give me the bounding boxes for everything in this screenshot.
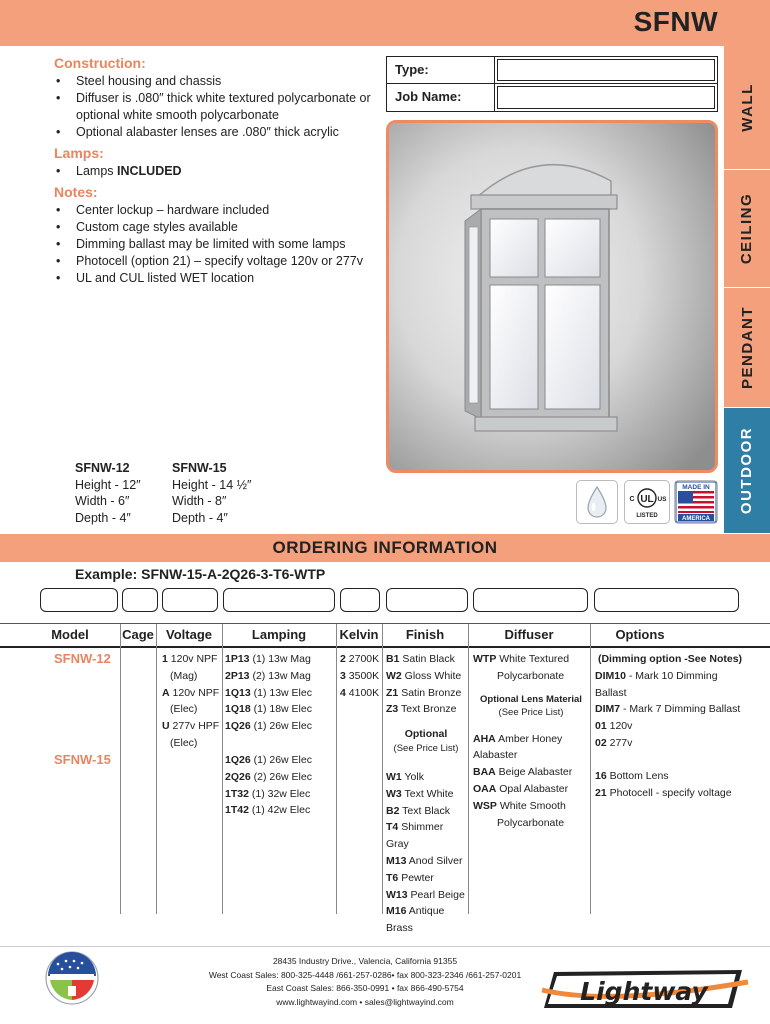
- finish-code: B2: [386, 804, 400, 817]
- column-divider: [336, 624, 337, 914]
- tab-outdoor-label: OUTDOOR: [738, 426, 756, 515]
- table-header-rule: [0, 646, 770, 648]
- list-item: [595, 735, 745, 752]
- notes-list: [54, 202, 384, 287]
- lamping-code: 1Q26: [225, 720, 251, 733]
- voltage-code: 1: [162, 653, 168, 665]
- list-item: [340, 651, 379, 668]
- footer-contact: [130, 955, 600, 1009]
- footer-east-coast: East Coast Sales: 866-350-0991 • fax 866-490-5754: [266, 983, 464, 993]
- column-header-lamping: Lamping: [251, 627, 307, 642]
- wall-fixture-illustration: [389, 123, 715, 470]
- column-header-kelvin: Kelvin: [339, 627, 379, 642]
- list-item: [386, 668, 466, 685]
- finish-optional-note: (See Price List): [393, 742, 459, 754]
- construction-heading: Construction:: [54, 55, 146, 71]
- list-item: [225, 786, 312, 803]
- lamping-code: 1Q18: [225, 703, 251, 716]
- order-code-box-finish[interactable]: [386, 588, 468, 612]
- order-code-box-diffuser[interactable]: [473, 588, 588, 612]
- dimensions-sfnw-12: [75, 460, 141, 526]
- lightway-logo: [540, 966, 750, 1012]
- list-item: [386, 701, 466, 718]
- svg-text:UL: UL: [640, 494, 654, 505]
- lamping-list-12: [225, 651, 312, 735]
- notes-heading: Notes:: [54, 184, 98, 200]
- finish-desc: Satin Bronze: [401, 686, 462, 699]
- lamping-code: 1Q26: [225, 754, 251, 766]
- diffuser-desc: Opal Alabaster: [499, 782, 569, 795]
- list-item: [595, 785, 745, 802]
- list-item: • Dimming ballast may be limited with some lamps: [54, 236, 384, 253]
- lamping-desc: (1) 13w Mag: [252, 653, 311, 665]
- finish-desc: Pewter: [401, 871, 434, 884]
- option-desc: - Mark 10 Dimming Ballast: [595, 669, 718, 699]
- list-item: • Diffuser is .080″ thick white textured polycarbonate or optional white smooth polycarbonate: [54, 90, 384, 124]
- option-code: 02: [595, 736, 607, 749]
- diffuser-code: BAA: [473, 766, 496, 779]
- list-item: • Steel housing and chassis: [54, 73, 384, 90]
- option-code: 16: [595, 769, 607, 782]
- list-item: • UL and CUL listed WET location: [54, 270, 384, 287]
- kelvin-desc: 4100K: [348, 686, 380, 699]
- tab-ceiling-label: CEILING: [738, 192, 756, 265]
- model-code: SFNW-12: [54, 651, 111, 666]
- option-code: 21: [595, 786, 607, 799]
- list-item: [225, 802, 312, 819]
- list-item: [225, 651, 312, 668]
- product-photo: [386, 120, 718, 473]
- list-item: • Photocell (option 21) – specify voltage 120v or 277v: [54, 253, 384, 270]
- column-divider: [222, 624, 223, 914]
- order-code-box-options[interactable]: [594, 588, 739, 612]
- voltage-list: [162, 651, 219, 752]
- voltage-desc: 120v NPF: [170, 653, 218, 665]
- ordering-heading: ORDERING INFORMATION: [0, 534, 770, 562]
- job-name-label: Job Name:: [387, 84, 495, 111]
- finish-code: W1: [386, 770, 402, 783]
- list-item: [386, 803, 466, 820]
- finish-code: Z3: [386, 703, 399, 716]
- list-item: [473, 798, 589, 815]
- made-in-america-badge: [674, 480, 718, 524]
- lamping-desc: (1) 32w Elec: [251, 787, 311, 800]
- brand-logo: [540, 966, 750, 1012]
- lamping-desc: (1) 26w Elec: [253, 720, 312, 733]
- footer-west-coast: West Coast Sales: 800-325-4448 /661-257-0286• fax 800-323-2346 /661-257-0201: [208, 969, 522, 980]
- union-seal-icon: [44, 950, 100, 1006]
- lamping-code: 2P13: [225, 669, 250, 682]
- finish-code: W13: [386, 888, 408, 901]
- column-divider: [468, 624, 469, 914]
- lamping-code: 1T32: [225, 787, 249, 800]
- dimension-width: Width - 8″: [172, 494, 227, 508]
- voltage-desc: (Elec): [170, 736, 198, 749]
- list-item: [386, 769, 466, 786]
- voltage-desc: 277v HPF: [172, 720, 220, 733]
- category-tabs: [724, 46, 770, 534]
- finish-optional-title: Optional: [404, 728, 448, 741]
- list-item: [473, 731, 589, 765]
- voltage-desc: 120v NPF: [172, 686, 220, 699]
- list-item: [595, 701, 745, 718]
- list-item: [162, 685, 219, 702]
- list-item: [386, 786, 466, 803]
- tab-wall-label: WALL: [738, 83, 756, 132]
- wet-location-badge: [576, 480, 618, 524]
- list-item: [162, 735, 219, 752]
- diffuser-optional-note: (See Price List): [498, 706, 564, 718]
- diffuser-code: AHA: [473, 732, 496, 745]
- kelvin-code: 3: [340, 669, 346, 682]
- column-header-finish: Finish: [405, 627, 445, 642]
- column-divider: [590, 624, 591, 914]
- ordering-example: Example: SFNW-15-A-2Q26-3-T6-WTP: [75, 566, 326, 582]
- finish-code: B1: [386, 653, 400, 665]
- finish-code: W2: [386, 669, 402, 682]
- footer-rule: [0, 946, 770, 947]
- voltage-desc: (Mag): [170, 669, 198, 682]
- column-header-cage: Cage: [122, 627, 154, 642]
- diffuser-list: [473, 651, 589, 831]
- options-title: (Dimming option -See Notes): [597, 653, 743, 665]
- column-divider: [156, 624, 157, 914]
- diffuser-desc: White Smooth: [499, 799, 566, 812]
- voltage-desc: (Elec): [170, 703, 198, 716]
- ul-us-label: US: [657, 496, 667, 503]
- finish-desc: Antique Brass: [386, 905, 445, 935]
- type-field[interactable]: [497, 59, 715, 81]
- lamps-value: INCLUDED: [117, 164, 182, 178]
- ul-c-label: C: [629, 496, 635, 503]
- voltage-code: U: [162, 720, 170, 733]
- us-flag-icon: [675, 481, 717, 523]
- list-item: [473, 781, 589, 798]
- kelvin-desc: 3500K: [348, 669, 380, 682]
- lamping-list-15: [225, 752, 312, 819]
- order-code-box-lamping[interactable]: [223, 588, 335, 612]
- list-item: [340, 668, 379, 685]
- finish-code: M13: [386, 854, 407, 867]
- dimension-model: SFNW-15: [172, 461, 227, 475]
- finish-desc: Text Bronze: [401, 703, 457, 716]
- model-code: SFNW-15: [54, 752, 111, 767]
- type-row: [387, 57, 717, 84]
- finish-desc: Gloss White: [404, 669, 462, 682]
- list-item: [386, 651, 466, 668]
- list-item: [225, 769, 312, 786]
- column-divider: [382, 624, 383, 914]
- diffuser-desc: Beige Alabaster: [498, 766, 573, 779]
- list-item: [225, 668, 312, 685]
- dimension-model: SFNW-12: [75, 461, 130, 475]
- america-label: AMERICA: [682, 516, 710, 522]
- list-item: [225, 718, 312, 735]
- lamping-desc: (1) 13w Elec: [253, 686, 312, 699]
- lamping-code: 1P13: [225, 653, 250, 665]
- finish-desc: Anod Silver: [408, 854, 463, 867]
- job-info-table: [386, 56, 718, 112]
- footer-address: 28435 Industry Drive., Valencia, California 91355: [272, 956, 458, 966]
- diffuser-desc-cont: Polycarbonate: [497, 669, 565, 682]
- list-item: [162, 668, 219, 685]
- lamping-desc: (2) 26w Elec: [253, 770, 312, 783]
- lamping-code: 2Q26: [225, 770, 251, 783]
- dimension-height: Height - 12″: [75, 477, 141, 492]
- list-item: [386, 685, 466, 702]
- finish-code: T6: [386, 871, 399, 884]
- diffuser-desc-cont: Polycarbonate: [497, 816, 565, 829]
- ul-listed-badge: [624, 480, 670, 524]
- option-code: 01: [595, 720, 607, 733]
- finish-list: [386, 651, 466, 937]
- finish-desc: Text White: [404, 787, 454, 800]
- order-code-box-model[interactable]: [40, 588, 118, 612]
- list-item: [54, 163, 384, 180]
- list-item: [340, 685, 379, 702]
- kelvin-list: [340, 651, 379, 701]
- diffuser-code: OAA: [473, 782, 497, 795]
- list-item: [473, 764, 589, 781]
- finish-desc: Shimmer Gray: [386, 821, 444, 851]
- list-item: [595, 718, 745, 735]
- tab-pendant-label: PENDANT: [738, 305, 756, 390]
- made-in-label: MADE IN: [682, 484, 710, 491]
- footer-web[interactable]: www.lightwayind.com • sales@lightwayind.com: [276, 996, 454, 1007]
- list-item: [473, 651, 589, 668]
- finish-code: Z1: [386, 686, 399, 699]
- ul-listed-label: LISTED: [636, 513, 658, 519]
- option-desc: Photocell - specify voltage: [606, 786, 732, 799]
- finish-desc: Text Black: [402, 804, 451, 817]
- type-label: Type:: [387, 57, 495, 83]
- list-item: • Optional alabaster lenses are .080″ thick acrylic: [54, 124, 384, 141]
- list-item: [595, 668, 745, 702]
- list-item: • Custom cage styles available: [54, 219, 384, 236]
- lamping-desc: (1) 18w Elec: [253, 703, 312, 716]
- finish-code: W3: [386, 787, 402, 800]
- voltage-code: A: [162, 686, 170, 699]
- brand-name: Lightway: [580, 977, 708, 1006]
- lamping-desc: (1) 26w Elec: [253, 754, 312, 766]
- options-list: [595, 651, 745, 801]
- option-code: DIM10: [595, 669, 626, 682]
- list-item: [386, 870, 466, 887]
- list-item: [225, 685, 312, 702]
- diffuser-desc: Amber Honey Alabaster: [473, 732, 563, 762]
- job-name-row: [387, 84, 717, 111]
- lamps-list: [54, 163, 384, 180]
- tab-pendant[interactable]: [724, 288, 770, 408]
- diffuser-desc: White Textured: [499, 653, 570, 665]
- dimension-depth: Depth - 4″: [172, 510, 228, 525]
- lamps-heading: Lamps:: [54, 145, 104, 161]
- list-item: [162, 651, 219, 668]
- job-name-field[interactable]: [497, 86, 715, 109]
- tab-outdoor[interactable]: [724, 408, 770, 534]
- lamping-desc: (1) 42w Elec: [251, 804, 311, 817]
- order-code-box-kelvin[interactable]: [340, 588, 380, 612]
- column-divider: [120, 624, 121, 914]
- finish-desc: Yolk: [404, 770, 424, 783]
- tab-ceiling[interactable]: [724, 170, 770, 288]
- lamping-code: 1T42: [225, 804, 249, 817]
- diffuser-code: WSP: [473, 799, 497, 812]
- list-item: [386, 903, 466, 937]
- finish-desc: Pearl Beige: [410, 888, 465, 901]
- order-code-box-cage[interactable]: [122, 588, 158, 612]
- diffuser-optional-title: Optional Lens Material: [480, 693, 582, 705]
- list-item: [595, 768, 745, 785]
- ul-logo-icon: [625, 481, 669, 523]
- construction-list: [54, 73, 384, 141]
- option-desc: Bottom Lens: [606, 769, 669, 782]
- column-header-voltage: Voltage: [166, 627, 212, 642]
- finish-code: M16: [386, 905, 407, 918]
- list-item: [162, 701, 219, 718]
- list-item: [225, 701, 312, 718]
- lamping-code: 1Q13: [225, 686, 251, 699]
- union-logo: [44, 950, 100, 1006]
- finish-desc: Satin Black: [402, 653, 455, 665]
- kelvin-desc: 2700K: [348, 653, 380, 665]
- column-header-options: Options: [615, 627, 665, 642]
- option-code: DIM7: [595, 703, 621, 716]
- lamping-desc: (2) 13w Mag: [252, 669, 311, 682]
- kelvin-code: 4: [340, 686, 346, 699]
- list-item: [386, 853, 466, 870]
- water-drop-icon: [577, 481, 617, 523]
- list-item: • Center lockup – hardware included: [54, 202, 384, 219]
- option-desc: - Mark 7 Dimming Ballast: [620, 703, 741, 716]
- model-title: SFNW: [633, 6, 718, 37]
- list-item: [386, 819, 466, 853]
- finish-code: T4: [386, 821, 399, 834]
- order-code-box-voltage[interactable]: [162, 588, 218, 612]
- lamps-prefix: Lamps: [76, 164, 117, 178]
- list-item: [225, 752, 312, 769]
- kelvin-code: 2: [340, 653, 346, 665]
- tab-wall[interactable]: [724, 46, 770, 170]
- dimensions-sfnw-15: [172, 460, 251, 526]
- column-header-diffuser: Diffuser: [504, 627, 554, 642]
- diffuser-code: WTP: [473, 653, 497, 665]
- list-item: [162, 718, 219, 735]
- dimension-height: Height - 14 ½″: [172, 477, 252, 492]
- option-desc: 120v: [606, 720, 633, 733]
- list-item: [386, 887, 466, 904]
- specifications: [54, 55, 384, 291]
- dimension-depth: Depth - 4″: [75, 510, 131, 525]
- column-header-model: Model: [51, 627, 89, 642]
- option-desc: 277v: [606, 736, 633, 749]
- dimension-width: Width - 6″: [75, 494, 130, 508]
